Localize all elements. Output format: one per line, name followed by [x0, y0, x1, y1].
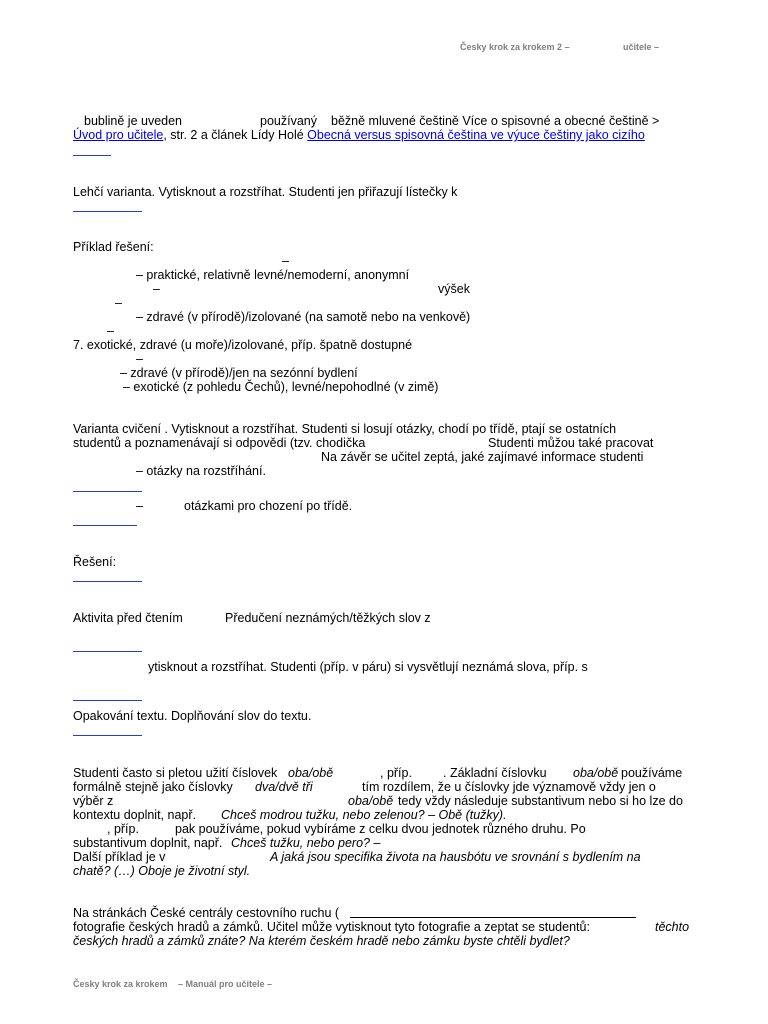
- example-dash: –: [107, 324, 114, 338]
- grammar-line-4b: Chceš modrou tužku, nebo zelenou? – Obě (tužky).: [221, 808, 507, 822]
- link-underline: [73, 491, 142, 492]
- grammar-line-3b: oba/obě: [348, 794, 394, 808]
- example-dash: –: [153, 282, 160, 296]
- cct-line-2b: těchto: [655, 920, 690, 934]
- example-vysek: výšek: [438, 282, 470, 296]
- grammar-line-1e: oba/obě: [573, 766, 619, 780]
- grammar-line-6b: Chceš tužku, nebo pero? –: [231, 836, 381, 850]
- grammar-line-7a: Další příklad je v: [73, 850, 166, 864]
- grammar-line-5b: pak používáme, pokud vybíráme z celku dvou jednotek různého druhu. Po: [175, 822, 586, 836]
- header-book-title: Česky krok za krokem 2 –: [460, 42, 570, 52]
- grammar-line-1a: Studenti často si pletou užití číslovek: [73, 766, 278, 780]
- variant-exercise-line-4: – otázky na rozstříhání.: [136, 464, 266, 478]
- link-uvod-pro-ucitele[interactable]: Úvod pro učitele: [73, 128, 164, 142]
- example-dash: –: [282, 254, 289, 268]
- link-underline: [73, 735, 142, 736]
- example-line-1: – praktické, relativně levné/nemoderní, anonymní: [136, 268, 410, 282]
- footer-manual: – Manuál pro učitele –: [178, 979, 273, 989]
- link-underline: [73, 211, 142, 212]
- grammar-line-2a: formálně stejně jako číslovky: [73, 780, 233, 794]
- intro-text-3: běžně mluvené češtině Více o spisovné a obecné češtině >: [331, 114, 660, 128]
- grammar-line-2c: tím rozdílem, že u číslovky jde významově vždy jen o: [362, 780, 656, 794]
- link-underline: [73, 525, 137, 526]
- url-blank-line: [350, 917, 636, 918]
- grammar-line-2b: dva/dvě tři: [255, 780, 313, 794]
- example-line-5: – exotické (z pohledu Čechů), levné/nepohodlné (v zimě): [123, 380, 439, 394]
- link-underline: [73, 581, 142, 582]
- example-dash: –: [136, 352, 143, 366]
- variant-easy-text: Lehčí varianta. Vytisknout a rozstříhat. Studenti jen přiřazují lístečky k: [73, 185, 458, 199]
- header-teacher: učitele –: [623, 42, 660, 52]
- intro-line-2: [73, 128, 645, 142]
- grammar-line-1d: . Základní číslovku: [443, 766, 547, 780]
- activity-text: Předučení neznámých/těžkých slov z: [225, 611, 431, 625]
- example-line-3: 7. exotické, zdravé (u moře)/izolované, příp. špatně dostupné: [73, 338, 413, 352]
- intro-text-1: bublině je uveden: [84, 114, 182, 128]
- grammar-line-3a: výběr z: [73, 794, 114, 808]
- link-underline: [73, 651, 142, 652]
- intro-text-4: , str. 2 a článek Lídy Holé: [163, 128, 304, 142]
- intro-text-2: používaný: [260, 114, 317, 128]
- grammar-line-5a: , příp.: [107, 822, 139, 836]
- grammar-line-1b: oba/obě: [288, 766, 334, 780]
- example-heading: Příklad řešení:: [73, 240, 154, 254]
- link-underline: [73, 155, 111, 156]
- grammar-line-1f: používáme: [621, 766, 683, 780]
- example-line-2: – zdravé (v přírodě)/izolované (na samotě nebo na venkově): [136, 310, 471, 324]
- cct-line-1: Na stránkách České centrály cestovního ruchu (: [73, 906, 340, 920]
- link-underline: [73, 700, 142, 701]
- variant-exercise-line-2a: studentů a poznamenávají si odpovědi (tzv. chodička: [73, 436, 366, 450]
- solution-heading: Řešení:: [73, 555, 117, 569]
- grammar-line-8: chatě? (…) Oboje je životní styl.: [73, 864, 251, 878]
- activity-label: Aktivita před čtením: [73, 611, 183, 625]
- grammar-line-1c: , příp.: [380, 766, 412, 780]
- cct-line-3: českých hradů a zámků znáte? Na kterém českém hradě nebo zámku byste chtěli bydlet?: [73, 934, 570, 948]
- grammar-line-7b: A jaká jsou specifika života na hausbótu ve srovnání s bydlením na: [270, 850, 641, 864]
- link-obecna-vs-spisovna[interactable]: Obecná versus spisovná čeština ve výuce češtiny jako cizího: [307, 128, 645, 142]
- variant-exercise-line-1: Varianta cvičení . Vytisknout a rozstříhat. Studenti si losují otázky, chodí po třídě, ptají se ostatních: [73, 422, 617, 436]
- variant-exercise-line-2b: Studenti můžou také pracovat: [488, 436, 654, 450]
- example-dash: –: [115, 296, 122, 310]
- grammar-line-6a: substantivum doplnit, např.: [73, 836, 223, 850]
- footer-book-title: Česky krok za krokem: [73, 979, 168, 989]
- variant-exercise-line-3: Na závěr se učitel zeptá, jaké zajímavé informace studenti: [321, 450, 644, 464]
- grammar-line-4a: kontextu doplnit, např.: [73, 808, 196, 822]
- repeat-text: Opakování textu. Doplňování slov do textu.: [73, 709, 312, 723]
- grammar-line-3c: tedy vždy následuje substantivum nebo si ho lze do: [398, 794, 683, 808]
- cct-line-2a: fotografie českých hradů a zámků. Učitel může vytisknout tyto fotografie a zeptat se studentů:: [73, 920, 590, 934]
- print-instruction: ytisknout a rozstříhat. Studenti (příp. v páru) si vysvětlují neznámá slova, příp. s: [148, 660, 588, 674]
- variant-exercise-line-5: otázkami pro chození po třídě.: [184, 499, 353, 513]
- example-line-4: – zdravé (v přírodě)/jen na sezónní bydlení: [120, 366, 358, 380]
- variant-exercise-dash: –: [136, 499, 143, 513]
